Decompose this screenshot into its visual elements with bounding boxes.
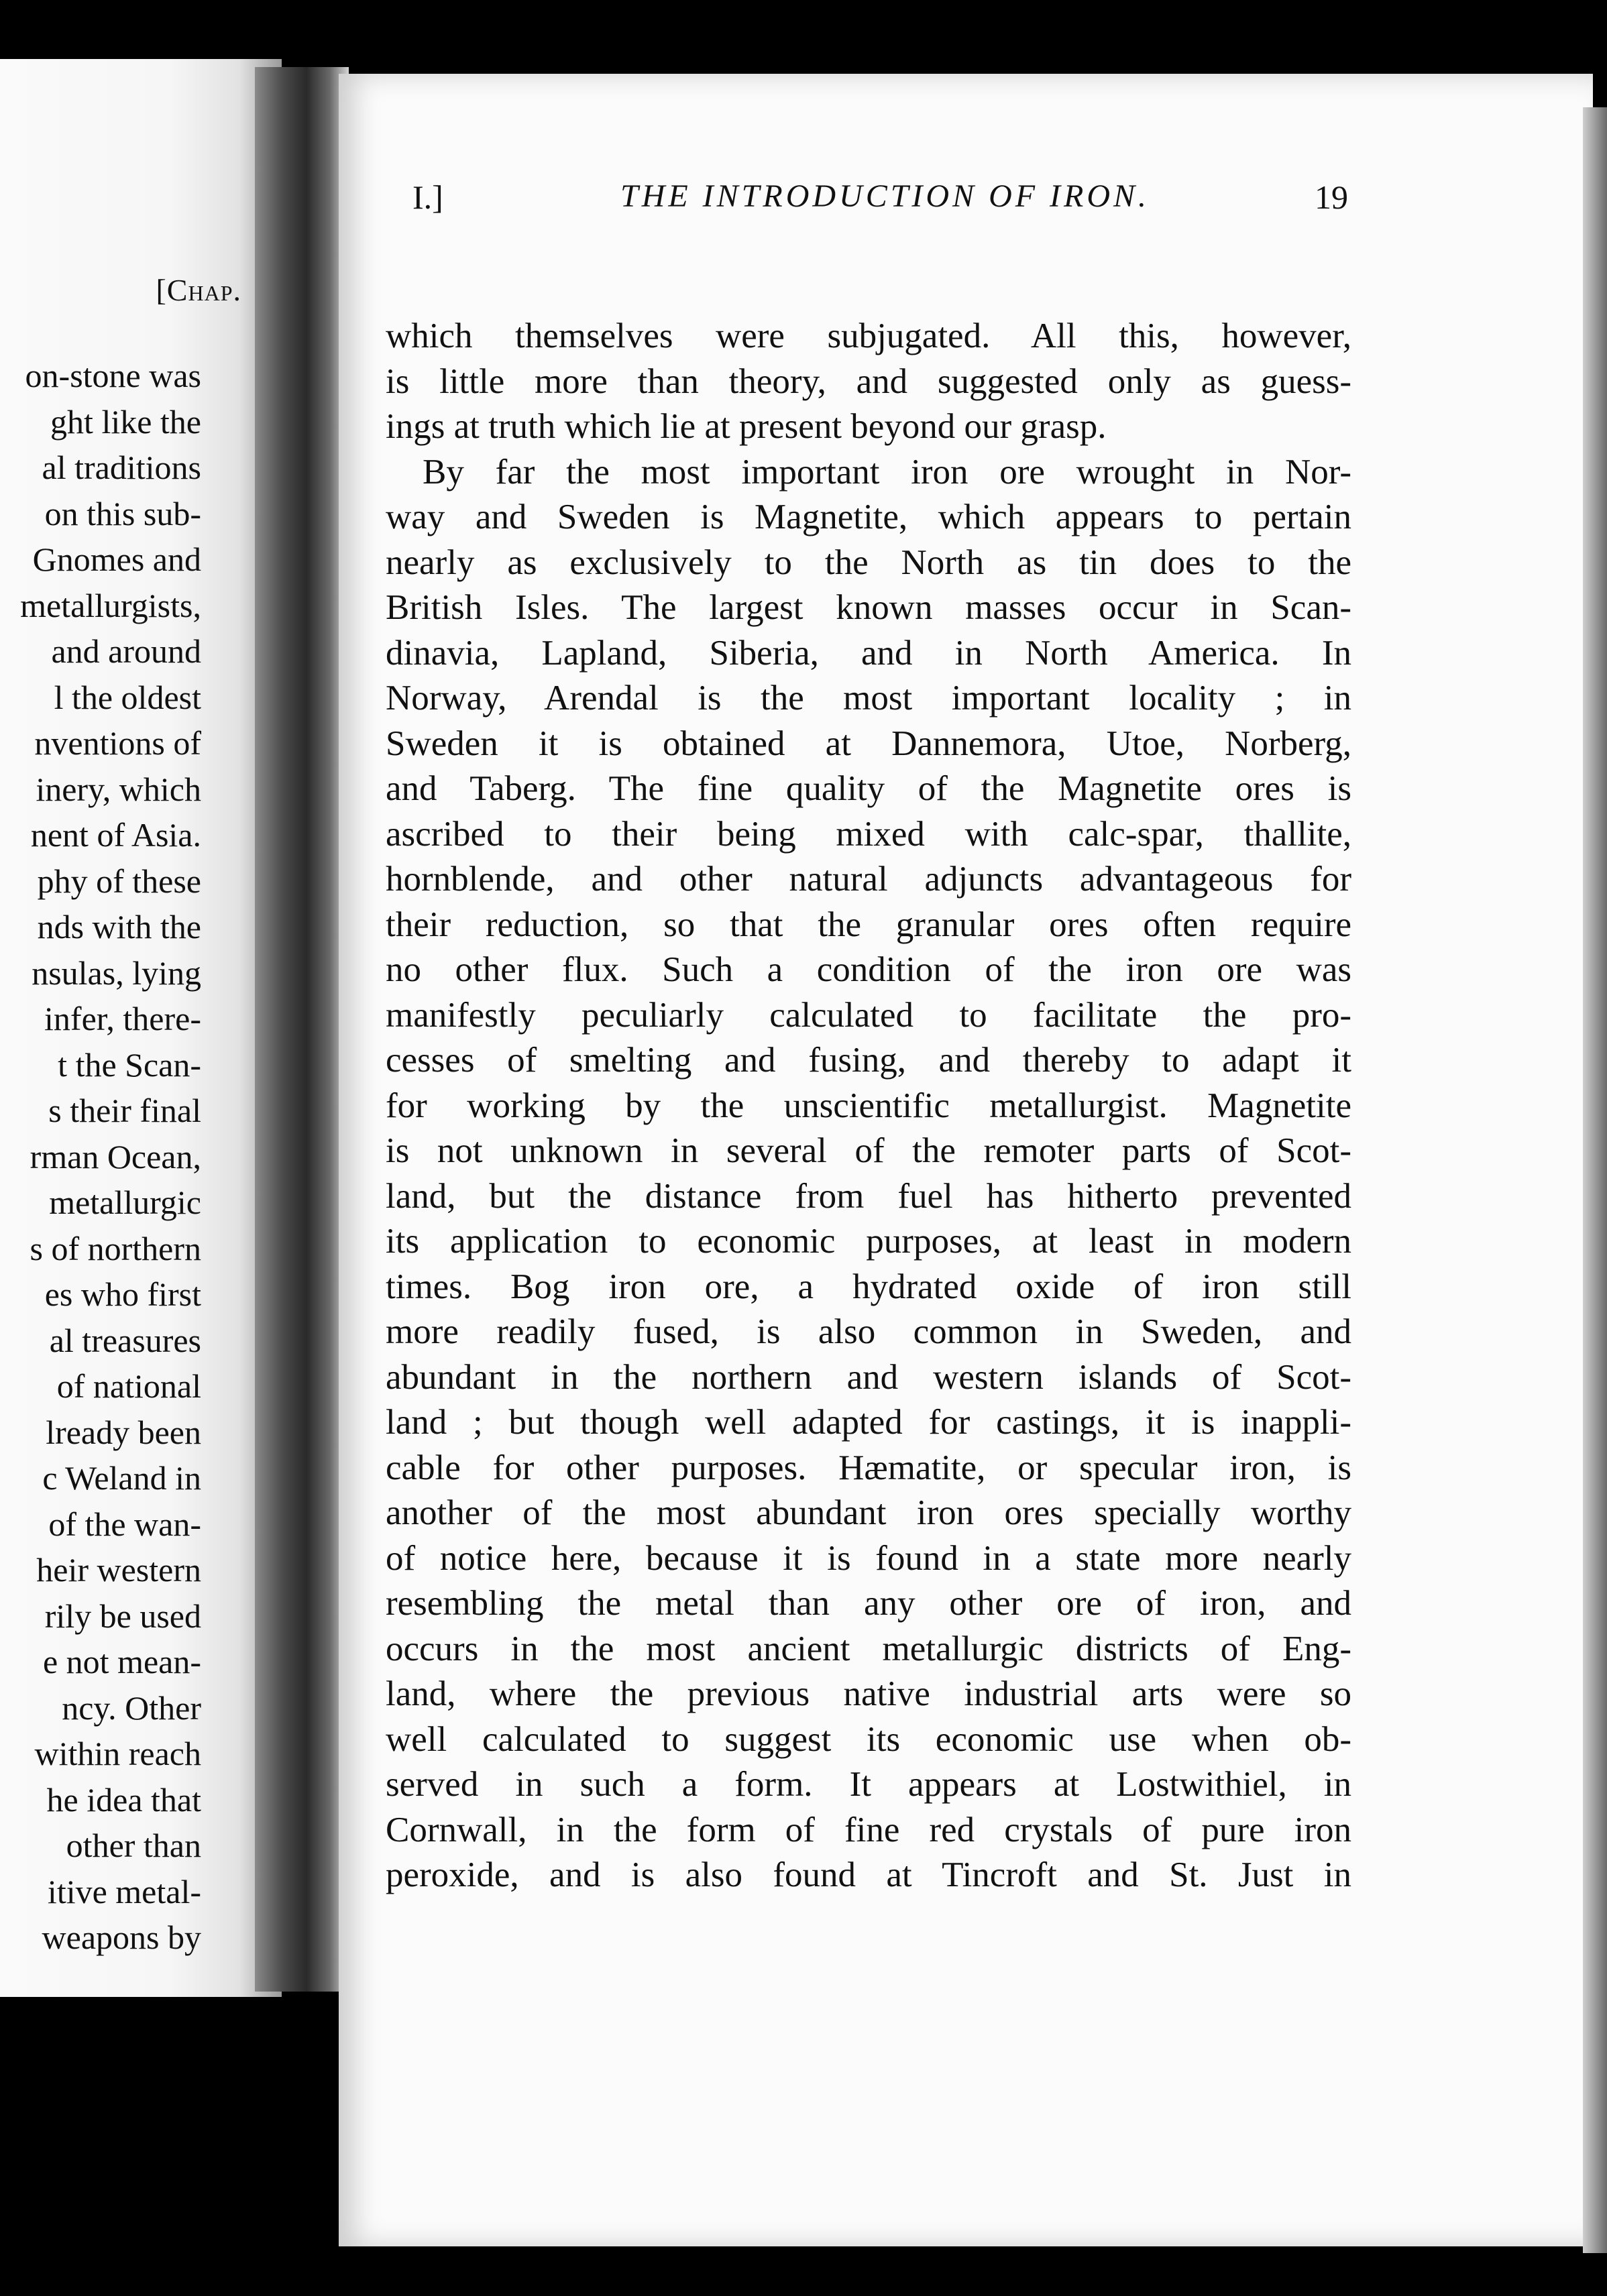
facing-page-text bbox=[0, 353, 201, 1961]
text-line: another of the most abundant iron ores specially worthy bbox=[386, 1493, 1351, 1532]
text-line: way and Sweden is Magnetite, which appears to pertain bbox=[386, 498, 1351, 536]
text-line: ings at truth which lie at present beyond our grasp. bbox=[386, 407, 1107, 446]
text-line: Cornwall, in the form of fine red crystals of pure iron bbox=[386, 1810, 1351, 1849]
text-line: served in such a form. It appears at Lostwithiel, in bbox=[386, 1765, 1351, 1804]
facing-page-line: infer, there- bbox=[44, 1000, 201, 1037]
facing-page-line: on-stone was bbox=[25, 357, 201, 394]
facing-page-line: es who first bbox=[44, 1275, 201, 1313]
facing-page-line: nent of Asia. bbox=[30, 816, 201, 854]
text-line: land, where the previous native industrial arts were so bbox=[386, 1674, 1351, 1713]
facing-page-line: nventions of bbox=[34, 724, 201, 762]
facing-page-line: s their final bbox=[48, 1092, 201, 1129]
facing-page-line: al traditions bbox=[42, 449, 201, 486]
text-line: ascribed to their being mixed with calc-spar, thallite, bbox=[386, 814, 1351, 854]
facing-page-line: nsulas, lying bbox=[32, 954, 201, 992]
facing-page-line: of the wan- bbox=[48, 1505, 201, 1543]
text-line: dinavia, Lapland, Siberia, and in North America. In bbox=[386, 633, 1351, 673]
facing-page-line: heir western bbox=[36, 1551, 201, 1589]
facing-page-line: other than bbox=[66, 1827, 201, 1864]
facing-page-line: Gnomes and bbox=[32, 540, 201, 578]
facing-page-line: inery, which bbox=[36, 770, 201, 808]
text-line: cesses of smelting and fusing, and thereby to adapt it bbox=[386, 1041, 1351, 1080]
text-line: well calculated to suggest its economic use when ob- bbox=[386, 1719, 1351, 1759]
text-line: land, but the distance from fuel has hitherto prevented bbox=[386, 1176, 1351, 1216]
page-number: 19 bbox=[1315, 178, 1348, 216]
text-line: cable for other purposes. Hæmatite, or specular iron, is bbox=[386, 1448, 1351, 1487]
facing-page-line: phy of these bbox=[37, 862, 201, 900]
text-line: land ; but though well adapted for castings, it is inappli- bbox=[386, 1403, 1351, 1442]
facing-page-line: ght like the bbox=[50, 402, 201, 441]
facing-page-line: l the oldest bbox=[54, 678, 201, 716]
text-line: resembling the metal than any other ore of iron, and bbox=[386, 1584, 1351, 1623]
text-line: By far the most important iron ore wrought in Nor- bbox=[423, 452, 1351, 492]
text-line: British Isles. The largest known masses occur in Scan- bbox=[386, 588, 1351, 627]
text-line: for working by the unscientific metallurgist. Magnetite bbox=[386, 1086, 1351, 1125]
facing-page-line: weapons by bbox=[42, 1918, 201, 1956]
text-line: hornblende, and other natural adjuncts advantageous for bbox=[386, 860, 1351, 899]
facing-page-line: lready been bbox=[46, 1413, 201, 1451]
facing-page-line: rily be used bbox=[44, 1597, 201, 1635]
text-line: its application to economic purposes, at least in modern bbox=[386, 1222, 1351, 1261]
facing-page-line: e not mean- bbox=[42, 1643, 201, 1680]
body-text bbox=[386, 314, 1351, 1898]
facing-page-line: he idea that bbox=[46, 1780, 201, 1819]
chapter-number: I.] bbox=[412, 178, 443, 216]
text-line: is not unknown in several of the remoter parts of Scot- bbox=[386, 1131, 1351, 1170]
facing-page-line: nds with the bbox=[37, 908, 201, 945]
text-line: Sweden it is obtained at Dannemora, Utoe, Norberg, bbox=[386, 724, 1351, 763]
text-line: manifestly peculiarly calculated to facilitate the pro- bbox=[386, 995, 1351, 1035]
text-line: peroxide, and is also found at Tincroft and St. Just in bbox=[386, 1855, 1351, 1894]
text-line: is little more than theory, and suggested only as guess- bbox=[386, 361, 1351, 401]
book-gutter bbox=[255, 67, 349, 1992]
text-line: more readily fused, is also common in Sweden, and bbox=[386, 1312, 1351, 1351]
facing-page-line: on this sub- bbox=[44, 494, 201, 532]
page-edge bbox=[1583, 107, 1607, 2253]
text-line: their reduction, so that the granular ores often require bbox=[386, 905, 1351, 944]
facing-page-line: of national bbox=[56, 1367, 201, 1405]
facing-page-line: rman Ocean, bbox=[30, 1137, 201, 1175]
facing-page-line: ncy. Other bbox=[62, 1688, 201, 1727]
facing-page-line: al treasures bbox=[49, 1321, 201, 1359]
text-line: of notice here, because it is found in a state more nearly bbox=[386, 1538, 1351, 1578]
text-line: Norway, Arendal is the most important locality ; in bbox=[386, 679, 1351, 718]
text-line: abundant in the northern and western islands of Scot- bbox=[386, 1357, 1351, 1397]
text-line: times. Bog iron ore, a hydrated oxide of iron still bbox=[386, 1267, 1351, 1306]
text-line: occurs in the most ancient metallurgic districts of Eng- bbox=[386, 1629, 1351, 1668]
facing-page bbox=[0, 59, 282, 1997]
facing-page-line: metallurgic bbox=[49, 1184, 201, 1221]
facing-page-line: and around bbox=[51, 632, 201, 670]
facing-page-line: t the Scan- bbox=[58, 1045, 201, 1084]
text-line: which themselves were subjugated. All this, however, bbox=[386, 317, 1351, 355]
facing-page-line: itive metal- bbox=[47, 1872, 201, 1910]
text-line: no other flux. Such a condition of the iron ore was bbox=[386, 950, 1351, 989]
facing-page-line: s of northern bbox=[30, 1229, 201, 1267]
facing-page-line: metallurgists, bbox=[20, 586, 201, 624]
facing-page-line: c Weland in bbox=[42, 1459, 201, 1497]
text-line: and Taberg. The fine quality of the Magnetite ores is bbox=[386, 769, 1351, 808]
facing-page-header: [Chap. bbox=[156, 273, 241, 307]
text-line: nearly as exclusively to the North as tin does to the bbox=[386, 542, 1351, 582]
facing-page-line: within reach bbox=[34, 1735, 201, 1772]
running-header bbox=[412, 178, 1348, 225]
running-title: THE INTRODUCTION OF IRON. bbox=[620, 178, 1150, 214]
